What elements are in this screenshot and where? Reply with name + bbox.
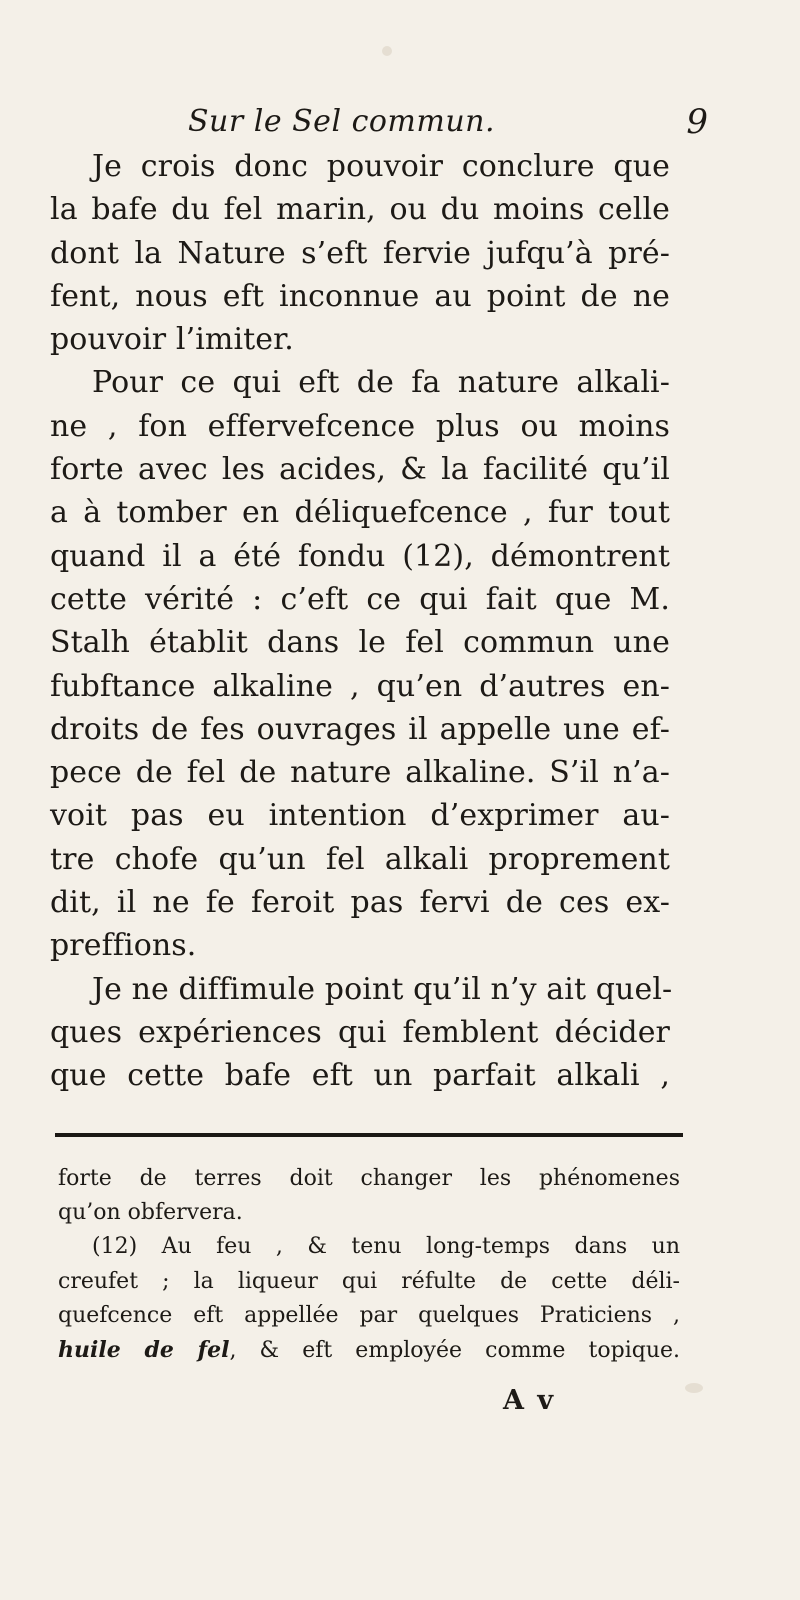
body-text-line: forte avec les acides, & la facilité qu’il [50, 452, 670, 488]
body-text-line: fent, nous eft inconnue au point de ne [50, 278, 670, 314]
body-text-line: ne , fon effervefcence plus ou moins [50, 408, 670, 444]
body-text-line: Pour ce qui eft de fa nature alkali- [92, 365, 670, 401]
body-text-line: dont la Nature s’eft fervie jufqu’à pré- [50, 235, 670, 271]
footnote-line: creufet ; la liqueur qui réfulte de cette déli- [58, 1268, 680, 1294]
body-text-line: droits de fes ouvrages il appelle une ef- [50, 711, 670, 747]
body-text-line: preffions. [50, 928, 197, 964]
body-text-line: dit, il ne fe feroit pas fervi de ces ex- [50, 885, 670, 921]
footnote-line: forte de terres doit changer les phénomenes [58, 1166, 680, 1191]
body-text-line: Je ne diffimule point qu’il n’y ait quel- [92, 971, 673, 1007]
footnote-line: qu’on obfervera. [58, 1200, 243, 1226]
footnote-line [58, 1333, 680, 1367]
footnote-italic-term: huile de fel [58, 1336, 230, 1363]
footnote-line: quefcence eft appellée par quelques Praticiens , [58, 1302, 680, 1328]
body-text-line: que cette bafe eft un parfait alkali , [50, 1058, 670, 1094]
body-text-line: cette vérité : c’eft ce qui fait que M. [50, 581, 670, 617]
body-text-line: fubftance alkaline , qu’en d’autres en- [50, 668, 670, 704]
footnotes-block [58, 1162, 680, 1367]
page-number: 9 [686, 102, 708, 142]
body-text-line: pouvoir l’imiter. [50, 322, 294, 358]
footnote-separator-rule [55, 1133, 683, 1137]
body-text-line: Je crois donc pouvoir conclure que [92, 149, 670, 184]
body-text-line: ques expériences qui femblent décider [50, 1014, 670, 1050]
running-title: Sur le Sel commun. [188, 104, 496, 139]
body-text-line: a à tomber en déliquefcence , fur tout [50, 495, 670, 531]
signature-mark: A v [503, 1385, 556, 1416]
page-header [48, 102, 708, 148]
body-text-line: voit pas eu intention d’exprimer au- [50, 798, 670, 834]
body-text-line: Stalh établit dans le fel commun une [50, 625, 670, 661]
body-text-line: tre chofe qu’un fel alkali proprement [50, 841, 670, 877]
footnote-ending-text: , & eft employée comme topique. [229, 1337, 680, 1363]
body-text-line: quand il a été fondu (12), démontrent [50, 538, 670, 574]
body-text-line: pece de fel de nature alkaline. S’il n’a- [50, 755, 670, 791]
main-text-block [50, 145, 673, 1098]
footnote-line: (12) Au feu , & tenu long-temps dans un [92, 1234, 680, 1260]
body-text-line: la bafe du fel marin, ou du moins celle [50, 192, 670, 228]
